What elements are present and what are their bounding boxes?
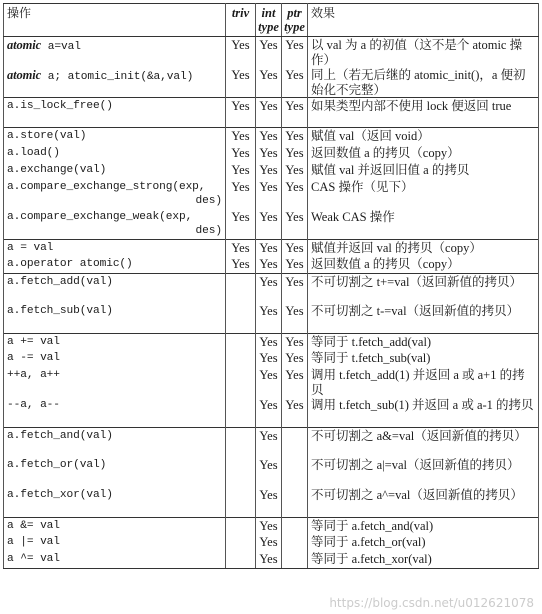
triv-cell xyxy=(226,517,256,534)
table-row xyxy=(4,209,539,240)
ptr-cell: Yes xyxy=(282,273,308,303)
table-row xyxy=(4,179,539,209)
operation-cell xyxy=(4,333,226,350)
int-cell: Yes xyxy=(256,37,282,68)
table-row xyxy=(4,333,539,350)
effect-cell: 同上（若无后继的 atomic_init()，a 便初始化不完整） xyxy=(308,67,539,98)
header-effect: 效果 xyxy=(308,4,539,37)
operation-cell xyxy=(4,517,226,534)
effect-cell: 等同于 t.fetch_add(val) xyxy=(308,333,539,350)
operation-text: a.is_lock_free() xyxy=(7,100,113,112)
operation-cell xyxy=(4,273,226,303)
ptr-cell: Yes xyxy=(282,128,308,145)
operation-cell xyxy=(4,239,226,256)
int-cell: Yes xyxy=(256,162,282,179)
table-row xyxy=(4,457,539,487)
ptr-cell: Yes xyxy=(282,209,308,240)
int-cell: Yes xyxy=(256,273,282,303)
operation-cell xyxy=(4,98,226,128)
triv-cell xyxy=(226,487,256,517)
operation-text: a &= val xyxy=(7,519,60,532)
table-row xyxy=(4,517,539,534)
triv-cell: Yes xyxy=(226,145,256,162)
triv-cell xyxy=(226,367,256,397)
effect-cell: 调用 t.fetch_sub(1) 并返回 a 或 a-1 的拷贝 xyxy=(308,397,539,427)
int-cell: Yes xyxy=(256,98,282,128)
effect-cell: 赋值 val 并返回旧值 a 的拷贝 xyxy=(308,162,539,179)
ptr-cell: Yes xyxy=(282,145,308,162)
int-cell: Yes xyxy=(256,487,282,517)
operation-cell xyxy=(4,67,226,98)
table-row xyxy=(4,128,539,145)
triv-cell xyxy=(226,303,256,333)
table-row xyxy=(4,534,539,551)
int-cell: Yes xyxy=(256,350,282,367)
table-row xyxy=(4,551,539,568)
operation-cell xyxy=(4,145,226,162)
triv-cell xyxy=(226,397,256,427)
int-cell: Yes xyxy=(256,551,282,568)
watermark: https://blog.csdn.net/u012621078 xyxy=(329,596,534,610)
ptr-cell: Yes xyxy=(282,333,308,350)
operation-text: a = val xyxy=(7,241,54,254)
triv-cell: Yes xyxy=(226,128,256,145)
effect-cell: 返回数值 a 的拷贝（copy） xyxy=(308,145,539,162)
table-row xyxy=(4,350,539,367)
ptr-cell: Yes xyxy=(282,367,308,397)
ptr-cell: Yes xyxy=(282,239,308,256)
triv-cell: Yes xyxy=(226,179,256,209)
ptr-cell: Yes xyxy=(282,179,308,209)
header-triv: triv xyxy=(226,4,256,37)
table-header-row xyxy=(4,4,539,37)
int-cell: Yes xyxy=(256,367,282,397)
int-cell: Yes xyxy=(256,457,282,487)
operation-text: a |= val xyxy=(7,536,60,548)
operation-cell xyxy=(4,350,226,367)
operation-text: a.exchange(val) xyxy=(7,163,107,176)
triv-cell xyxy=(226,427,256,457)
triv-cell: Yes xyxy=(226,162,256,179)
ptr-cell: Yes xyxy=(282,256,308,273)
operation-cell xyxy=(4,256,226,273)
triv-cell: Yes xyxy=(226,239,256,256)
triv-cell xyxy=(226,350,256,367)
effect-cell: 等同于 t.fetch_sub(val) xyxy=(308,350,539,367)
triv-cell xyxy=(226,534,256,551)
table-row xyxy=(4,303,539,333)
operation-text: a; atomic_init(&a,val) xyxy=(41,71,194,83)
effect-cell: 赋值 val（返回 void） xyxy=(308,128,539,145)
triv-cell: Yes xyxy=(226,98,256,128)
ptr-cell xyxy=(282,427,308,457)
operation-cell xyxy=(4,551,226,568)
effect-cell: 不可切割之 a&=val（返回新值的拷贝） xyxy=(308,427,539,457)
int-cell: Yes xyxy=(256,333,282,350)
effect-cell: CAS 操作（见下） xyxy=(308,179,539,209)
atomic-operations-table xyxy=(3,3,539,569)
operation-text: a=val xyxy=(41,41,81,53)
int-cell: Yes xyxy=(256,179,282,209)
header-ptr-type: ptr type xyxy=(282,4,308,37)
ptr-cell: Yes xyxy=(282,67,308,98)
ptr-cell: Yes xyxy=(282,162,308,179)
effect-cell: 返回数值 a 的拷贝（copy） xyxy=(308,256,539,273)
triv-cell: Yes xyxy=(226,256,256,273)
triv-cell: Yes xyxy=(226,37,256,68)
operation-cell xyxy=(4,534,226,551)
table-row xyxy=(4,67,539,98)
header-int-type: int type xyxy=(256,4,282,37)
int-cell: Yes xyxy=(256,397,282,427)
effect-cell: 不可切割之 a|=val（返回新值的拷贝） xyxy=(308,457,539,487)
triv-cell: Yes xyxy=(226,67,256,98)
table-row xyxy=(4,162,539,179)
effect-cell: 不可切割之 t+=val（返回新值的拷贝） xyxy=(308,273,539,303)
ptr-cell xyxy=(282,457,308,487)
triv-cell: Yes xyxy=(226,209,256,240)
operation-cell xyxy=(4,128,226,145)
ptr-cell xyxy=(282,517,308,534)
ptr-cell: Yes xyxy=(282,397,308,427)
table-row xyxy=(4,145,539,162)
operation-text-continued: des) xyxy=(195,195,222,207)
ptr-cell xyxy=(282,551,308,568)
int-cell: Yes xyxy=(256,427,282,457)
ptr-cell xyxy=(282,487,308,517)
effect-cell: 以 val 为 a 的初值（这不是个 atomic 操作） xyxy=(308,37,539,68)
operation-text: a.load() xyxy=(7,146,60,159)
effect-cell: 等同于 a.fetch_xor(val) xyxy=(308,551,539,568)
table-row xyxy=(4,367,539,397)
effect-cell: 赋值并返回 val 的拷贝（copy） xyxy=(308,239,539,256)
operation-cell xyxy=(4,162,226,179)
int-cell: Yes xyxy=(256,128,282,145)
int-cell: Yes xyxy=(256,303,282,333)
int-cell: Yes xyxy=(256,239,282,256)
operation-text: a ^= val xyxy=(7,553,60,565)
operation-text: a.compare_exchange_weak(exp, xyxy=(7,210,193,223)
int-cell: Yes xyxy=(256,534,282,551)
effect-cell: 调用 t.fetch_add(1) 并返回 a 或 a+1 的拷贝 xyxy=(308,367,539,397)
operation-text: --a, a-- xyxy=(7,399,60,411)
int-cell: Yes xyxy=(256,67,282,98)
int-cell: Yes xyxy=(256,256,282,273)
int-cell: Yes xyxy=(256,145,282,162)
ptr-cell: Yes xyxy=(282,37,308,68)
operation-cell xyxy=(4,487,226,517)
table-body xyxy=(4,37,539,569)
operation-text: a.compare_exchange_strong(exp, xyxy=(7,180,206,193)
ptr-cell: Yes xyxy=(282,303,308,333)
int-cell: Yes xyxy=(256,517,282,534)
table-row xyxy=(4,397,539,427)
operation-cell xyxy=(4,367,226,397)
ptr-cell: Yes xyxy=(282,98,308,128)
table-row xyxy=(4,487,539,517)
effect-cell: 等同于 a.fetch_and(val) xyxy=(308,517,539,534)
table-row xyxy=(4,256,539,273)
triv-cell xyxy=(226,273,256,303)
table-row xyxy=(4,239,539,256)
operation-text: ++a, a++ xyxy=(7,369,60,381)
operation-text: a.fetch_add(val) xyxy=(7,275,113,288)
effect-cell: 不可切割之 t-=val（返回新值的拷贝） xyxy=(308,303,539,333)
table-row xyxy=(4,37,539,68)
operation-text-continued: des) xyxy=(195,225,222,237)
operation-cell xyxy=(4,179,226,209)
triv-cell xyxy=(226,551,256,568)
operation-text: a.store(val) xyxy=(7,130,87,142)
header-operation: 操作 xyxy=(4,4,226,37)
triv-cell xyxy=(226,457,256,487)
operation-cell xyxy=(4,427,226,457)
operation-text: a.operator atomic() xyxy=(7,258,133,270)
effect-cell: 等同于 a.fetch_or(val) xyxy=(308,534,539,551)
table-row xyxy=(4,427,539,457)
triv-cell xyxy=(226,333,256,350)
operation-cell xyxy=(4,209,226,240)
int-cell: Yes xyxy=(256,209,282,240)
effect-cell: 不可切割之 a^=val（返回新值的拷贝） xyxy=(308,487,539,517)
operation-cell xyxy=(4,457,226,487)
ptr-cell xyxy=(282,534,308,551)
operation-text: a += val xyxy=(7,335,60,348)
atomic-operations-page xyxy=(3,3,538,569)
operation-text: a.fetch_sub(val) xyxy=(7,305,113,317)
operation-text: a.fetch_and(val) xyxy=(7,429,113,442)
operation-cell xyxy=(4,303,226,333)
operation-cell xyxy=(4,37,226,68)
effect-cell: Weak CAS 操作 xyxy=(308,209,539,240)
operation-text: a.fetch_or(val) xyxy=(7,459,107,471)
table-row xyxy=(4,273,539,303)
effect-cell: 如果类型内部不使用 lock 便返回 true xyxy=(308,98,539,128)
operation-text: a -= val xyxy=(7,352,60,364)
operation-cell xyxy=(4,397,226,427)
ptr-cell: Yes xyxy=(282,350,308,367)
operation-text: a.fetch_xor(val) xyxy=(7,489,113,501)
atomic-keyword: atomic xyxy=(7,68,42,82)
table-row xyxy=(4,98,539,128)
atomic-keyword: atomic xyxy=(7,38,42,52)
